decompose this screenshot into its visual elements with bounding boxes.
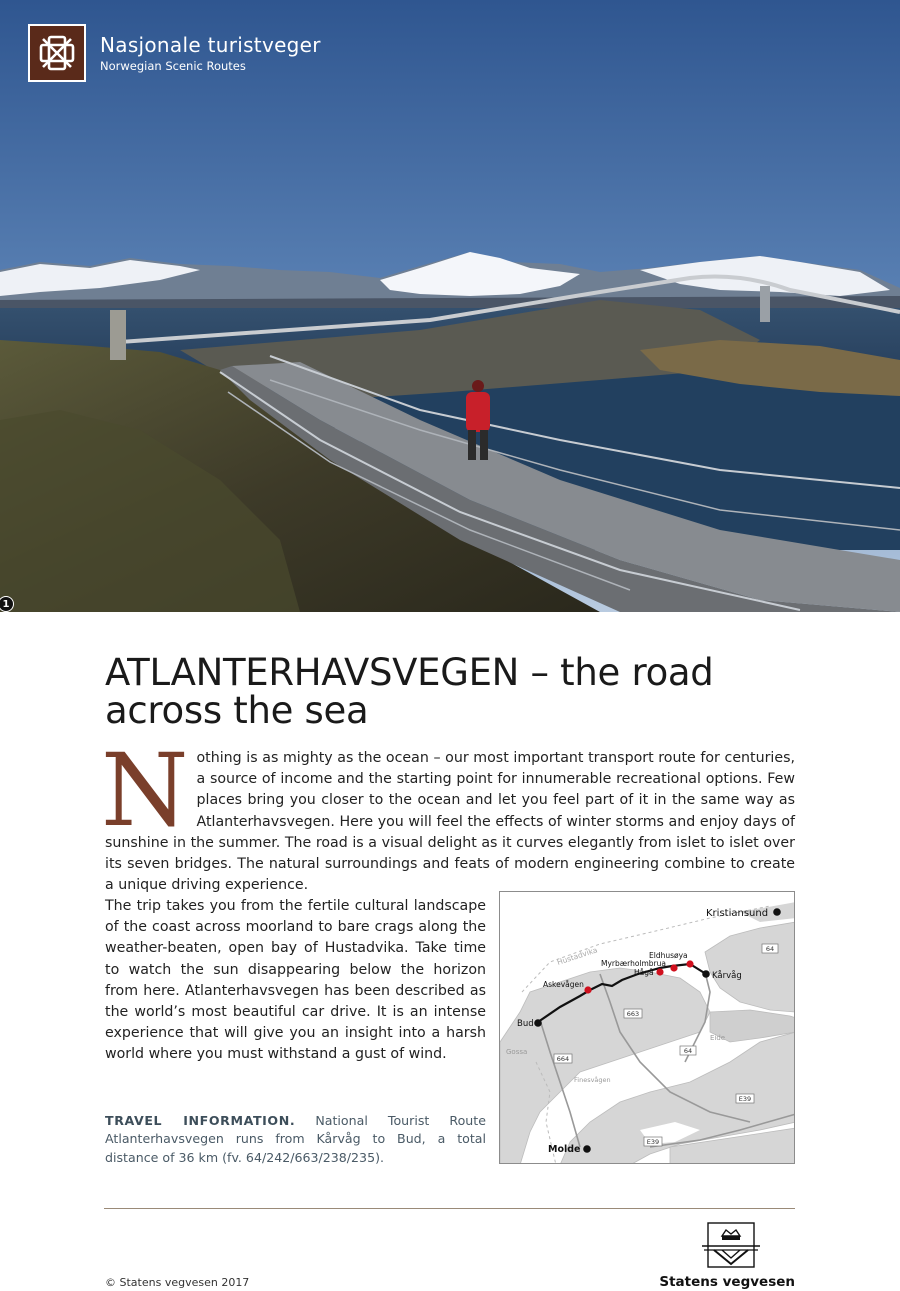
copyright: © Statens vegvesen 2017: [105, 1276, 250, 1289]
label-finesvagen: Finesvågen: [574, 1076, 611, 1084]
label-hustadvika: Hustadvika: [555, 945, 599, 967]
travel-information-label: TRAVEL INFORMATION.: [105, 1113, 296, 1128]
route-map-drawing: [500, 892, 795, 1164]
road-label-64-south: 64: [683, 1047, 693, 1055]
point-kristiansund: [773, 908, 781, 916]
point-molde: [583, 1145, 591, 1153]
road-label-664: 664: [556, 1055, 570, 1063]
stop-myrbaerholmbrua: [670, 964, 677, 971]
travel-information-text: National Tourist Route Atlanterhavsvegen runs from Kårvåg to Bud, a total distance of 36 km (fv. 64/242/663/238/235).: [105, 1113, 486, 1165]
statens-vegvesen-crown-icon: [700, 1222, 762, 1268]
organization-name: Statens vegvesen: [659, 1274, 795, 1290]
label-kristiansund: Kristiansund: [706, 908, 769, 919]
label-molde: Molde: [548, 1144, 581, 1155]
intro-paragraph: [101, 732, 795, 896]
islet: [725, 949, 735, 959]
footer-divider: [104, 1208, 795, 1209]
road-label-e39-south: E39: [646, 1138, 660, 1146]
label-eide: Eide: [710, 1034, 726, 1042]
label-karvag: Kårvåg: [712, 971, 742, 981]
road-label-64-north: 64: [765, 945, 775, 953]
stop-askevagen: [584, 986, 591, 993]
label-eldhusoya: Eldhusøya: [649, 951, 688, 960]
islet: [742, 940, 750, 948]
stop-haga: [656, 968, 663, 975]
photo-number-badge: 1: [0, 596, 14, 612]
brand-subtitle: Norwegian Scenic Routes: [100, 58, 246, 73]
label-myrbaerholmbrua: Myrbærholmbrua: [601, 959, 666, 968]
stop-eldhusoya: [686, 960, 693, 967]
point-karvag: [702, 970, 710, 978]
body-paragraph: The trip takes you from the fertile cultural landscape of the coast across moorland to bare crags along the weather-beaten, open bay of Hustadvika. Take time to watch the sun disappearing below the horizon from here. Atlanterhavsvegen has been described as the world’s most beautiful car drive. It is an intense experience that will give you an insight into a harsh world where you must withstand a gust of wind.: [105, 898, 486, 1063]
road-label-663: 663: [626, 1010, 640, 1018]
intro-text: othing is as mighty as the ocean – our most important transport route for centuries, a source of income and the starting point for innumerable recreational options. Few places bring you closer to the ocean and let you feel part of it in the same way as Atlanterhavsvegen. Here you will feel the effects of winter storms and enjoy days of sunshine in the summer. The road is a visual delight as it curves elegantly from islet to islet over its seven bridges. The natural surroundings and feats of modern engineering combine to create a unique driving experience.: [105, 750, 795, 894]
label-haga: Hågå: [634, 968, 654, 977]
hero-photo: [0, 0, 900, 612]
title-line-1: ATLANTERHAVSVEGEN – the road: [105, 651, 714, 694]
page-title: [105, 651, 805, 732]
route-map: [499, 891, 795, 1164]
brand-header: [28, 24, 321, 82]
label-gossa: Gossa: [506, 1048, 528, 1056]
land-northeast: [705, 922, 795, 1012]
label-askevagen: Askevågen: [543, 980, 584, 989]
travel-information: [105, 1112, 486, 1167]
islet: [758, 934, 766, 942]
title-line-2: across the sea: [105, 689, 369, 732]
scenic-route-knot-icon: [28, 24, 86, 82]
point-bud: [534, 1019, 542, 1027]
brand-title: Nasjonale turistveger: [100, 32, 321, 57]
label-bud: Bud: [517, 1019, 534, 1029]
drop-cap: N: [101, 732, 189, 849]
road-label-e39-east: E39: [738, 1095, 752, 1103]
atlantic-road-photo: [0, 0, 900, 612]
